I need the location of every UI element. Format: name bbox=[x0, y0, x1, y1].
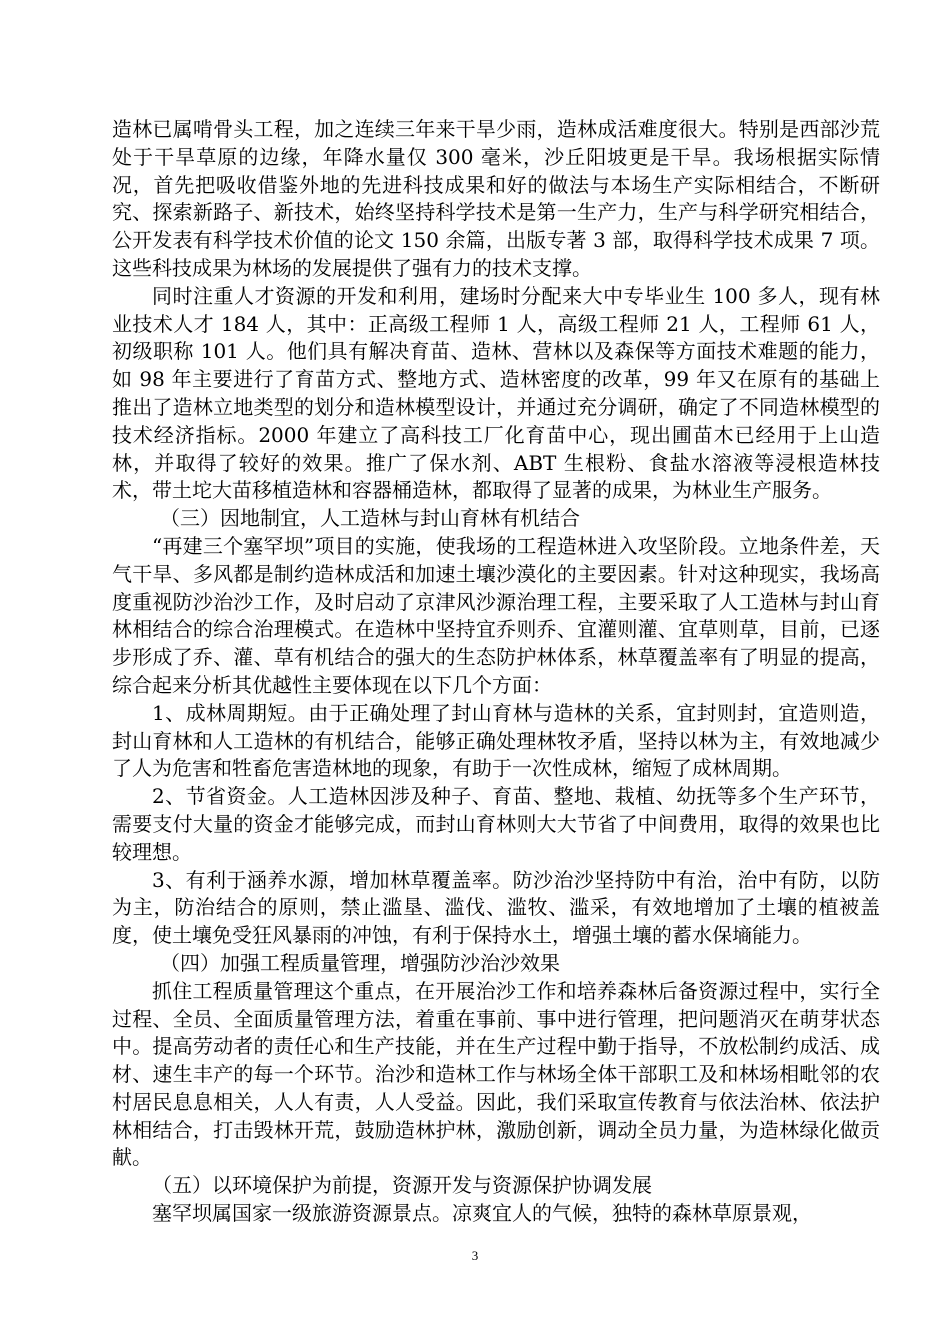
document-body bbox=[112, 116, 880, 1228]
list-item-1: 1、成林周期短。由于正确处理了封山育林与造林的关系，宜封则封，宜造则造，封山育林和人工造林的有机结合，能够正确处理林牧矛盾，坚持以林为主，有效地减少了人为危害和牲畜危害造林地的现象，有助于一次性成林，缩短了成林周期。 bbox=[112, 700, 880, 781]
section-heading-5: （五）以环境保护为前提，资源开发与资源保护协调发展 bbox=[152, 1173, 652, 1198]
paragraph-quality: 抓住工程质量管理这个重点，在开展治沙工作和培养森林后备资源过程中，实行全过程、全员、全面质量管理方法，着重在事前、事中进行管理，把问题消灭在萌芽状态中。提高劳动者的责任心和生产技能，并在生产过程中勤于指导，不放松制约成活、成材、速生丰产的每一个环节。治沙和造林工作与林场全体干部职工及和林场相毗邻的农村居民息息相关，人人有责，人人受益。因此，我们采取宣传教育与依法治林、依法护林相结合，打击毁林开荒，鼓励造林护林，激励创新，调动全员力量，为造林绿化做贡献。 bbox=[112, 978, 880, 1170]
section-heading-3: （三）因地制宜，人工造林与封山育林有机结合 bbox=[160, 506, 580, 531]
page-number: 3 bbox=[471, 1248, 479, 1263]
list-item-2: 2、节省资金。人工造林因涉及种子、育苗、整地、栽植、幼抚等多个生产环节，需要支付大量的资金才能够完成，而封山育林则大大节省了中间费用，取得的效果也比较理想。 bbox=[112, 784, 880, 864]
section-heading-4: （四）加强工程质量管理，增强防沙治沙效果 bbox=[160, 950, 560, 975]
paragraph-talent: 同时注重人才资源的开发和利用，建场时分配来大中专毕业生 100 多人，现有林业技术人才 184 人，其中：正高级工程师 1 人，高级工程师 21 人，工程师 61 人，初级职称 101 人。他们具有解决育苗、造林、营林以及森保等方面技术难题的能力，如 98 年主要进行了育苗方式、整地方式、造林密度的改革，99 年又在原有的基础上推出了造林立地类型的划分和造林模型设计，并通过充分调研，确定了不同造林模型的技术经济指标。2000 年建立了高科技工厂化育苗中心，现出圃苗木已经用于上山造林，并取得了较好的效果。推广了保水剂、ABT 生根粉、食盐水溶液等浸根造林技术，带土坨大苗移植造林和容器桶造林，都取得了显著的成果，为林业生产服务。 bbox=[112, 283, 880, 503]
list-item-3: 3、有利于涵养水源，增加林草覆盖率。防沙治沙坚持防中有治，治中有防，以防为主，防治结合的原则，禁止滥垦、滥伐、滥牧、滥采，有效地增加了土壤的植被盖度，使土壤免受狂风暴雨的冲蚀，有利于保持水土，增强土壤的蓄水保墒能力。 bbox=[112, 867, 880, 948]
paragraph-intro: 造林已属啃骨头工程，加之连续三年来干旱少雨，造林成活难度很大。特别是西部沙荒处于干旱草原的边缘，年降水量仅 300 毫米，沙丘阳坡更是干旱。我场根据实际情况，首先把吸收借鉴外地的先进科技成果和好的做法与本场生产实际相结合，不断研究、探索新路子、新技术，始终坚持科学技术是第一生产力，生产与科学研究相结合，公开发表有科学技术价值的论文 150 余篇，出版专著 3 部，取得科学技术成果 7 项。这些科技成果为林场的发展提供了强有力的技术支撑。 bbox=[112, 117, 880, 280]
paragraph-tourism: 塞罕坝属国家一级旅游资源景点。凉爽宜人的气候，独特的森林草原景观， bbox=[152, 1201, 812, 1226]
paragraph-project: “再建三个塞罕坝”项目的实施，使我场的工程造林进入攻坚阶段。立地条件差，天气干旱、多风都是制约造林成活和加速土壤沙漠化的主要因素。针对这种现实，我场高度重视防沙治沙工作，及时启动了京津风沙源治理工程，主要采取了人工造林与封山育林相结合的综合治理模式。在造林中坚持宜乔则乔、宜灌则灌、宜草则草，目前，已逐步形成了乔、灌、草有机结合的强大的生态防护林体系，林草覆盖率有了明显的提高，综合起来分析其优越性主要体现在以下几个方面： bbox=[112, 533, 880, 697]
